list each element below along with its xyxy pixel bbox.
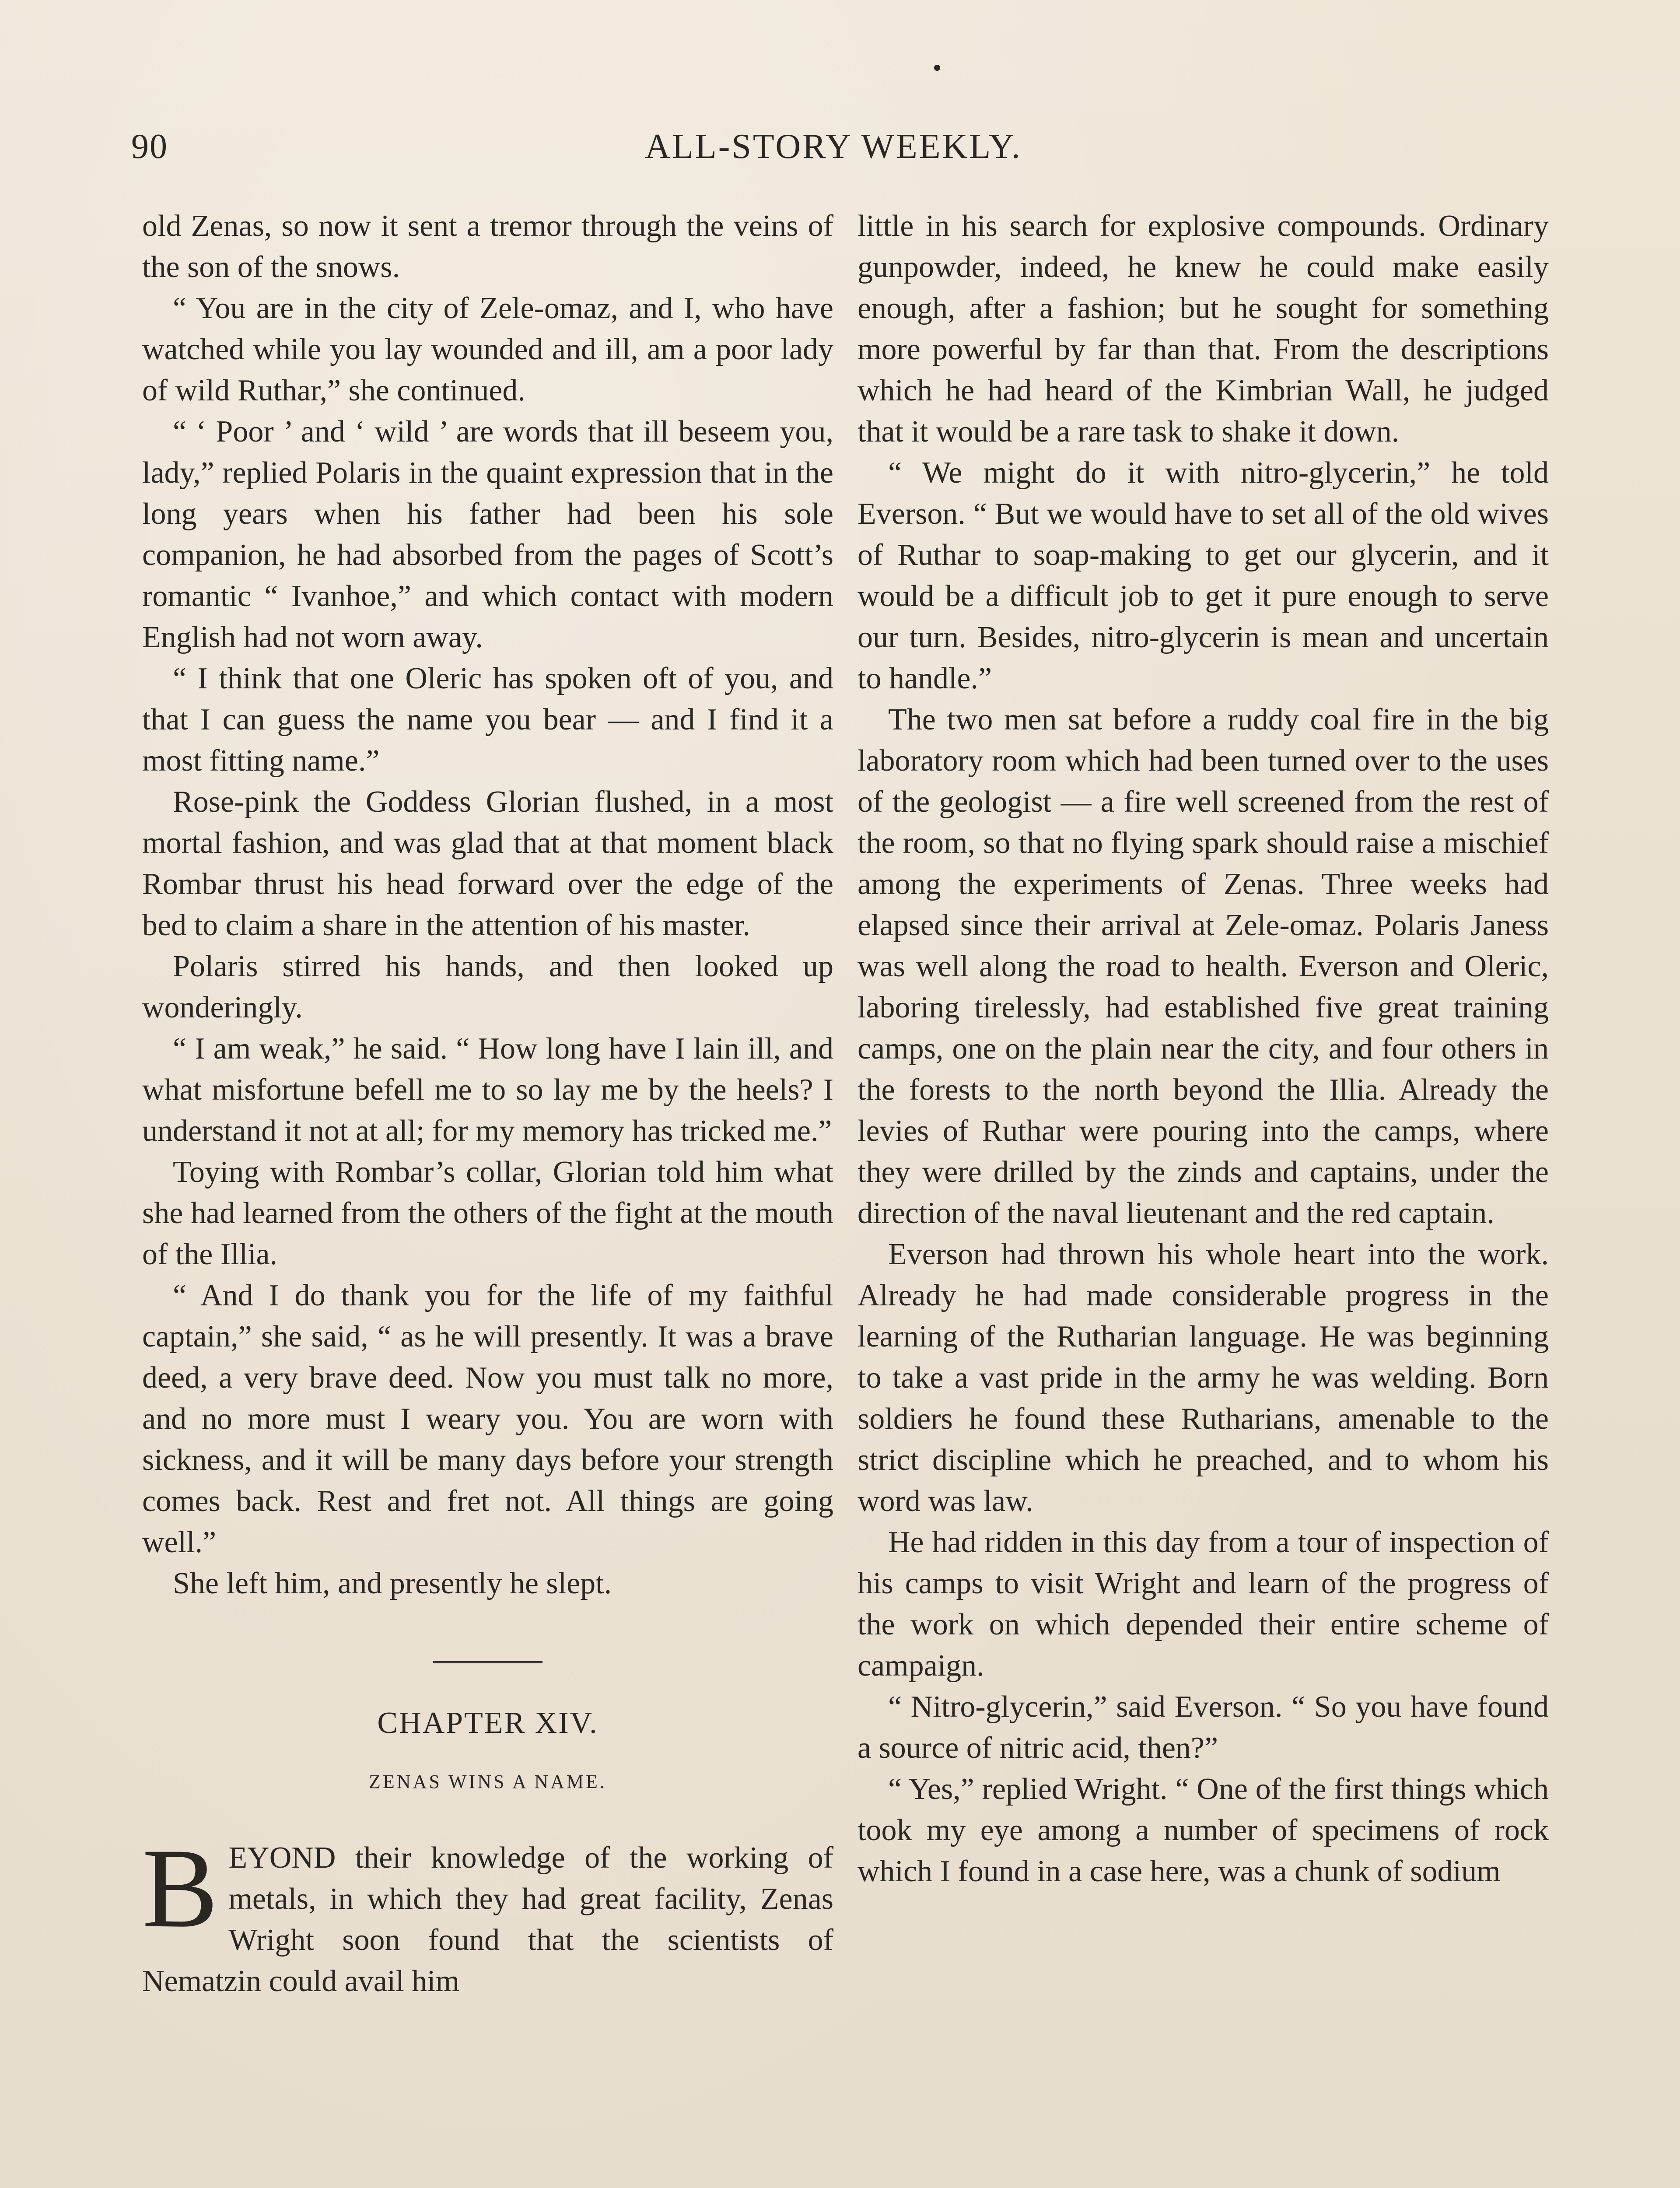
paragraph: He had ridden in this day from a tour of inspection of his camps to visit Wright and learn of the progress of the work on which depended their entire scheme of campaign.: [858, 1525, 1549, 1683]
paragraph: “ Yes,” replied Wright. “ One of the first things which took my eye among a number of specimens of rock which I found in a case here, was a chunk of sodium: [858, 1772, 1549, 1888]
ink-speck: [934, 65, 940, 71]
chapter-subtitle: ZENAS WINS A NAME.: [369, 1771, 607, 1792]
paragraph: “ Nitro-glycerin,” said Everson. “ So you have found a source of nitric acid, then?”: [858, 1690, 1549, 1765]
chapter-title: CHAPTER XIV.: [377, 1706, 598, 1740]
right-column: [858, 206, 1549, 1892]
paragraph: little in his search for explosive compounds. Ordinary gunpowder, indeed, he knew he could make easily enough, after a fashion; but he sought for something more powerful by far than that. From the descriptions which he had heard of the Kimbrian Wall, he judged that it would be a rare task to shake it down.: [858, 209, 1549, 449]
paragraph: “ And I do thank you for the life of my faithful captain,” she said, “ as he will presently. It was a brave deed, a very brave deed. Now you must talk no more, and no more must I weary you. You are worn with sickness, and it will be many days before your strength comes back. Rest and fret not. All things are going well.”: [142, 1279, 833, 1559]
paragraph: She left him, and presently he slept.: [173, 1567, 612, 1600]
paragraph: Polaris stirred his hands, and then looked up wonderingly.: [142, 950, 833, 1024]
paragraph: Everson had thrown his whole heart into the work. Already he had made considerable progress in the learning of the Rutharian language. He was beginning to take a vast pride in the army he was welding. Born soldiers he found these Rutharians, amenable to the strict discipline which he preached, and to whom his word was law.: [858, 1238, 1549, 1518]
paragraph: Toying with Rombar’s collar, Glorian told him what she had learned from the others of the fight at the mouth of the Illia.: [142, 1155, 833, 1271]
drop-cap: B: [142, 1825, 218, 1951]
paragraph: “ I am weak,” he said. “ How long have I lain ill, and what misfortune befell me to so lay me by the heels? I understand it not at all; for my memory has tricked me.”: [142, 1032, 833, 1148]
paragraph: Rose-pink the Goddess Glorian flushed, in a most mortal fashion, and was glad that at that moment black Rombar thrust his head forward over the edge of the bed to claim a share in the attention of his master.: [142, 785, 833, 942]
left-column: [142, 206, 833, 2002]
paragraph: “ We might do it with nitro-glycerin,” he told Everson. “ But we would have to set all of the old wives of Ruthar to soap-making to get our glycerin, and it would be a difficult job to get it pure enough to serve our turn. Besides, nitro-glycerin is mean and uncertain to handle.”: [858, 456, 1549, 695]
page-header: [131, 127, 1536, 175]
chapter-opening-paragraph: [142, 1825, 833, 2002]
paragraph: “ ‘ Poor ’ and ‘ wild ’ are words that ill beseem you, lady,” replied Polaris in the quaint expression that in the long years when his father had been his sole companion, he had absorbed from the pages of Scott’s romantic “ Ivanhoe,” and which contact with modern English had not worn away.: [142, 415, 833, 654]
paragraph: “ I think that one Oleric has spoken oft of you, and that I can guess the name you bear — and I find it a most fitting name.”: [142, 662, 833, 778]
running-title: ALL-STORY WEEKLY.: [645, 127, 1022, 166]
paragraph: The two men sat before a ruddy coal fire in the big laboratory room which had been turned over to the uses of the geologist — a fire well screened from the rest of the room, so that no flying spark should raise a mischief among the experiments of Zenas. Three weeks had elapsed since their arrival at Zele-omaz. Polaris Janess was well along the road to health. Everson and Oleric, laboring tirelessly, had established five great training camps, one on the plain near the city, and four others in the forests to the north beyond the Illia. Already the levies of Ruthar were pouring into the camps, where they were drilled by the zinds and captains, under the direction of the naval lieutenant and the red captain.: [858, 703, 1549, 1230]
paragraph: old Zenas, so now it sent a tremor through the veins of the son of the snows.: [142, 209, 833, 284]
chapter-opening-text: EYOND their knowledge of the working of metals, in which they had great facility, Zenas Wright soon found that the scientists of Nematzin could avail him: [142, 1841, 833, 1998]
page-number: 90: [131, 127, 168, 166]
paragraph: “ You are in the city of Zele-omaz, and I, who have watched while you lay wounded and ill, am a poor lady of wild Ruthar,” she continued.: [142, 291, 833, 407]
section-divider: [433, 1661, 542, 1663]
